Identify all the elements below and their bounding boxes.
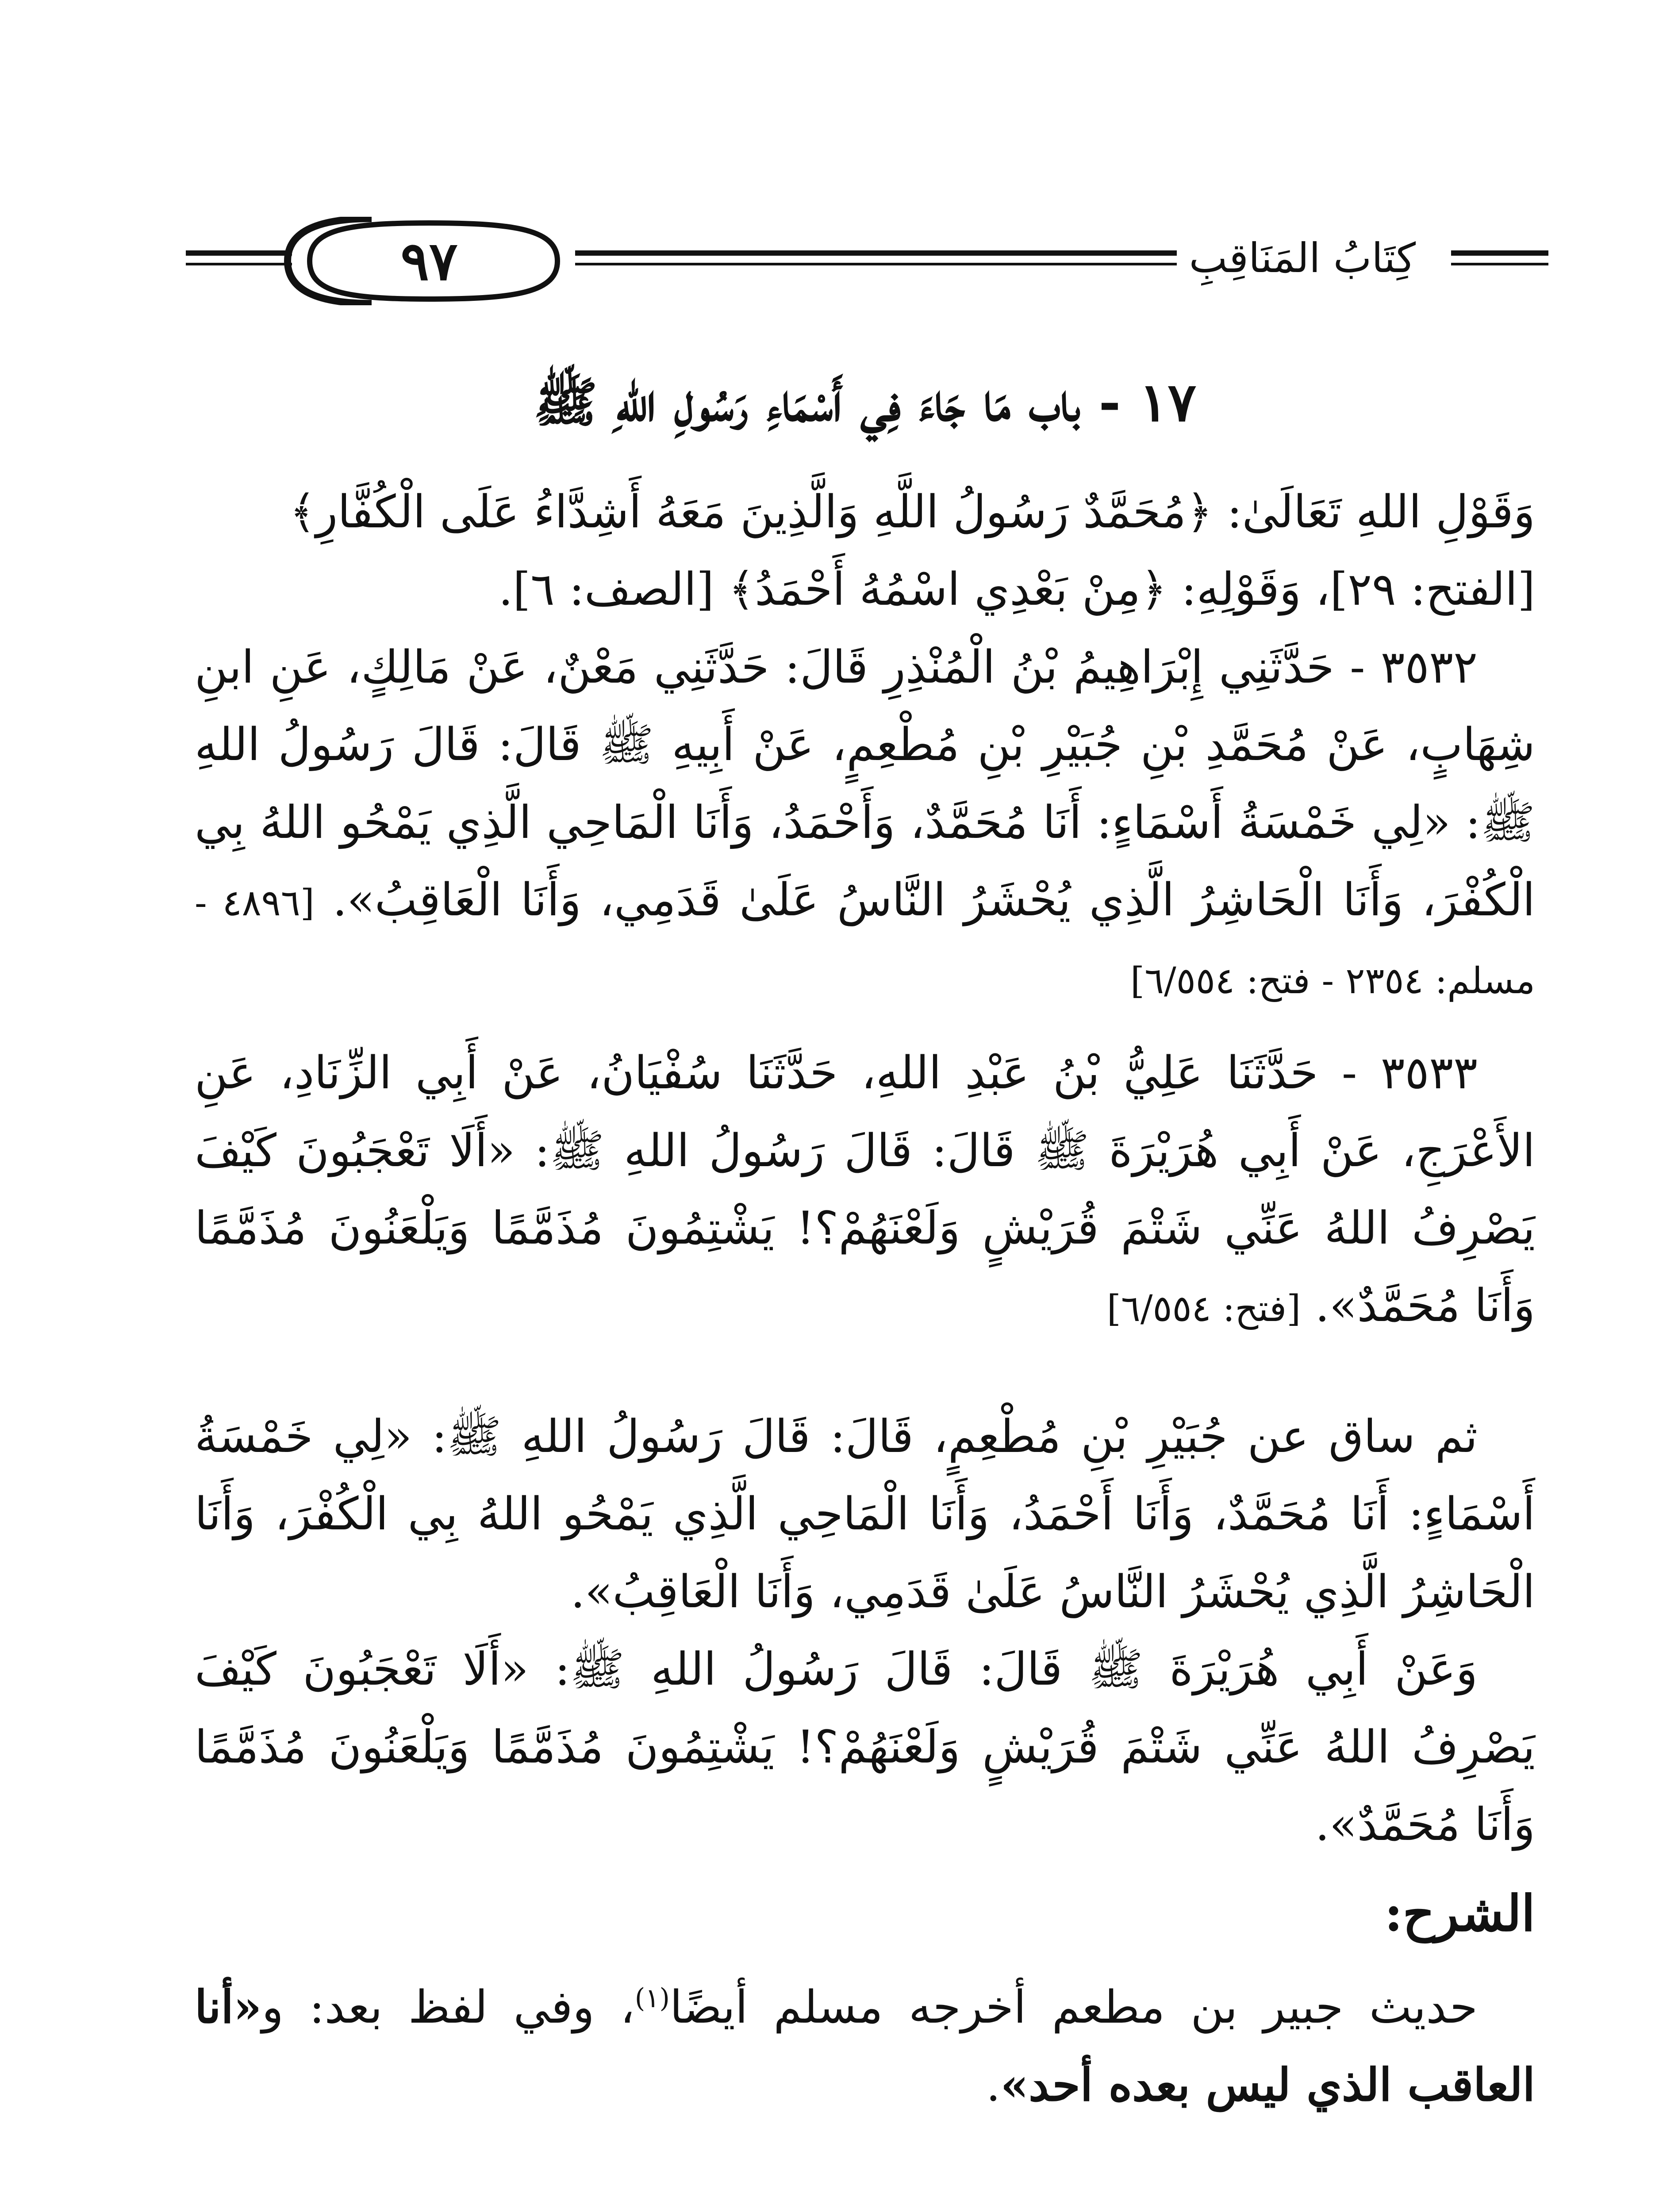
hadith-3533 (195, 1034, 1535, 1345)
header-rule-center-thin (575, 263, 1177, 265)
page-number: ٩٧ (400, 230, 458, 292)
header-rule-right-thin (1451, 263, 1548, 265)
sharh-text-end: . (986, 2058, 1001, 2112)
intro-verse-refs: [الفتح: ٢٩]، وَقَوْلِهِ: ﴿مِنْ بَعْدِي اسْمُهُ أَحْمَدُ﴾ [الصف: ٦]. (498, 563, 1535, 616)
header-rule-center-thick (575, 250, 1177, 256)
footnote-reference[interactable]: (١) (634, 1983, 670, 2014)
hadith-3532-refs: [٤٨٩٦ - مسلم: ٢٣٥٤ - فتح: ٦/٥٥٤] (195, 882, 1535, 1002)
sharh-quote: «أنا العاقب الذي ليس بعده أحد» (195, 1981, 1535, 2112)
commentary-summary-1: ثم ساق عن جُبَيْرِ بْنِ مُطْعِمٍ، قَالَ: قَالَ رَسُولُ اللهِ ﷺ: «لِي خَمْسَةُ أَسْمَاءٍ: أَنَا مُحَمَّدٌ، وَأَنَا أَحْمَدُ، وَأَنَا الْمَاحِي الَّذِي يَمْحُو اللهُ بِي الْكُفْرَ، وَأَنَا الْحَاشِرُ الَّذِي يُحْشَرُ النَّاسُ عَلَىٰ قَدَمِي، وَأَنَا الْعَاقِبُ». (195, 1410, 1535, 1618)
sharh-text (195, 1969, 1535, 2124)
hadith-3533-text: ٣٥٣٣ - حَدَّثَنَا عَلِيُّ بْنُ عَبْدِ اللهِ، حَدَّثَنَا سُفْيَانُ، عَنْ أَبِي الزِّنَادِ، عَنِ الأَعْرَجِ، عَنْ أَبِي هُرَيْرَةَ ﷺ قَالَ: قَالَ رَسُولُ اللهِ ﷺ: «أَلَا تَعْجَبُونَ كَيْفَ يَصْرِفُ اللهُ عَنِّي شَتْمَ قُرَيْشٍ وَلَعْنَهُمْ؟! يَشْتِمُونَ مُذَمَّمًا وَيَلْعَنُونَ مُذَمَّمًا وَأَنَا مُحَمَّدٌ». (195, 1047, 1535, 1333)
sharh-text-start: حديث جبير بن مطعم أخرجه مسلم أيضًا (669, 1981, 1478, 2034)
hadith-3533-refs: [فتح: ٦/٥٥٤] (1106, 1288, 1301, 1330)
spacer (195, 1345, 1535, 1398)
running-header-title: كِتَابُ المَنَاقِبِ (1189, 234, 1416, 282)
spacer (195, 1017, 1535, 1034)
page-header (186, 208, 1548, 314)
sharh-heading: الشرح: (1384, 1885, 1535, 1943)
chapter-title: ١٧ - باب مَا جَاءَ فِي أَسْمَاءِ رَسُولِ اللهِ ﷺ (533, 371, 1197, 434)
hadith-3532 (195, 629, 1535, 1017)
hadith-3532-text: ٣٥٣٢ - حَدَّثَنِي إِبْرَاهِيمُ بْنُ الْمُنْذِرِ قَالَ: حَدَّثَنِي مَعْنٌ، عَنْ مَالِكٍ، عَنِ ابنِ شِهَابٍ، عَنْ مُحَمَّدِ بْنِ جُبَيْرِ بْنِ مُطْعِمٍ، عَنْ أَبِيهِ ﷺ قَالَ: قَالَ رَسُولُ اللهِ ﷺ: «لِي خَمْسَةُ أَسْمَاءٍ: أَنَا مُحَمَّدٌ، وَأَحْمَدُ، وَأَنَا الْمَاحِي الَّذِي يَمْحُو اللهُ بِي الْكُفْرَ، وَأَنَا الْحَاشِرُ الَّذِي يُحْشَرُ النَّاسُ عَلَىٰ قَدَمِي، وَأَنَا الْعَاقِبُ». (195, 641, 1535, 927)
sharh-text-middle: ، وفي لفظ بعد: و (261, 1981, 635, 2034)
page-body (195, 363, 1535, 2124)
commentary-summary-2: وَعَنْ أَبِي هُرَيْرَةَ ﷺ قَالَ: قَالَ رَسُولُ اللهِ ﷺ: «أَلَا تَعْجَبُونَ كَيْفَ يَصْرِفُ اللهُ عَنِّي شَتْمَ قُرَيْشٍ وَلَعْنَهُمْ؟! يَشْتِمُونَ مُذَمَّمًا وَيَلْعَنُونَ مُذَمَّمًا وَأَنَا مُحَمَّدٌ». (195, 1643, 1535, 1851)
intro-verse-line: وَقَوْلِ اللهِ تَعَالَىٰ: ﴿مُحَمَّدٌ رَسُولُ اللَّهِ وَالَّذِينَ مَعَهُ أَشِدَّاءُ عَلَى الْكُفَّارِ﴾ (289, 486, 1535, 538)
header-rule-right-thick (1451, 250, 1548, 256)
